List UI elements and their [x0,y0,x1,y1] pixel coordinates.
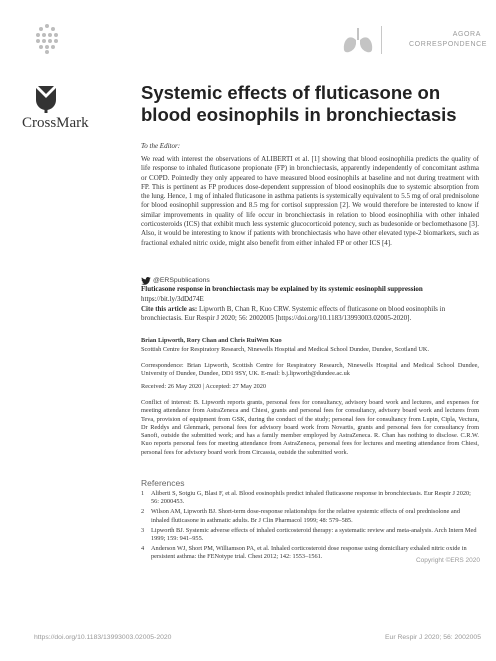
correspondence: Correspondence: Brian Lipworth, Scottish Centre for Respiratory Research, Ninewells Hospital and Medical School Dundee, University of Dundee, Dundee, DD1 9SY, UK. E-mail: b.j.lipworth@dundee.ac.uk [141,362,479,378]
tweet-block [141,276,481,304]
article-title: Systemic effects of fluticasone on blood eosinophils in bronchiectasis [141,82,457,125]
article-category [409,30,488,50]
category-line-1: AGORA [452,31,481,38]
reference-item: 3 Lipworth BJ. Systemic adverse effects of inhaled corticosteroid therapy: a systematic review and meta-analysis. Arch Intern Med 1999; 159: 941–955. [141,526,477,543]
dates: Received: 26 May 2020 | Accepted: 27 May 2020 [141,383,267,390]
tweet-link[interactable]: https://bit.ly/3dDd74E [141,294,204,303]
cite-label: Cite this article as: [141,305,198,313]
ers-logo-icon [30,22,64,56]
authors: Brian Lipworth, Rory Chan and Chris RuiWen Kuo [141,337,282,344]
affiliation: Scottish Centre for Respiratory Research, Ninewells Hospital and Medical School Dundee, Dundee, Scotland UK. [141,346,430,353]
crossmark-icon[interactable] [33,84,59,114]
conflict-of-interest: Conflict of interest: B. Lipworth reports grants, personal fees for consultancy, advisory board work and lectures, and expenses for meeting attendance from AstraZeneca and Chiesi, grants and personal fees for consultancy, advisory board work and lectures from Teva, provision of equipment from GSK, during the conduct of the study; personal fees for consultancy from Lupin, Cipla, Vectura, Dr Reddys and Glenmark, personal fees for advisory board work from Novartis, grants and personal fees for consultancy from Sanofi, outside the submitted work; and has a family member employed by AstraZeneca. R. Chan has nothing to disclose. C.R.W. Kuo reports personal fees for meeting attendance from AstraZeneca, personal fees for lectures and meeting attendance from Chiesi, personal fees for advisory board work from Circassia, outside the submitted work. [141,399,479,456]
category-line-2: CORRESPONDENCE [409,41,488,48]
references-heading: References [141,478,185,488]
reference-item: 4 Anderson WJ, Short PM, Williamson PA, et al. Inhaled corticosteroid dose response using domiciliary exhaled nitric oxide in persistent asthma: the FENotype trial. Chest 2012; 142: 1553–1561. [141,545,467,561]
footer-doi[interactable]: https://doi.org/10.1183/13993003.02005-2020 [34,634,172,641]
lungs-icon [342,28,374,54]
crossmark-label[interactable]: CrossMark [22,115,89,131]
to-editor: To the Editor: [141,142,181,150]
header-divider [381,26,382,54]
copyright: Copyright ©ERS 2020 [415,557,480,564]
tweet-body [141,285,481,304]
cite-text: Lipworth B, Chan R, Kuo CRW. Systemic effects of fluticasone on blood eosinophils in bronchiectasis. Eur Respir J 2020; 56: 2002005 [https://doi.org/10.1183/13993003.02005-2020]. [141,305,446,323]
references-list [141,490,479,564]
tweet-text: Fluticasone response in bronchiectasis may be explained by its systemic eosinophil suppression [141,285,423,294]
reference-item: 2 Wilson AM, Lipworth BJ. Short-term dose-response relationships for the relative systemic effects of oral prednisolone and inhaled fluticasone in asthmatic adults. Br J Clin Pharmacol 1999; 48: 579–585. [141,508,460,524]
tweet-handle: @ERSpublications [153,277,210,284]
footer-journal: Eur Respir J 2020; 56: 2002005 [385,634,481,641]
cite-block [141,305,481,324]
main-paragraph: We read with interest the observations of ALIBERTI et al. [1] showing that blood eosinophilia predicts the quality of life response to inhaled fluticasone propionate (FP) in bronchiectasis, apparently independently of concomitant asthma or COPD. Pointedly they only appeared to have measured blood eosinophils at baseline and not during treatment with FP. This is pertinent as FP produces dose-dependent suppression of blood eosinophils due to systemic absorption from the lung. Hence, 1 mg of inhaled fluticasone in asthma patients is systemically equivalent to 5.5 mg of oral prednisolone for blood eosinophil suppression and 8.5 mg for cortisol suppression [2]. We would therefore be interested to know if similar improvements in quality of life occur in bronchiectasis in relation to blood eosinophilia with other inhaled corticosteroids (ICS) that exhibit much less systemic glucocorticoid potency, such as budesonide or beclomethasone [3]. Also, it would be interesting to know if patients with bronchiectasis who have other elevated type-2 biomarkers, such as fractional exhaled nitric oxide, might also benefit from either inhaled FP or other ICS [4]. [141,155,479,247]
reference-item: 1 Aliberti S, Sotgiu G, Blasi F, et al. Blood eosinophils predict inhaled fluticasone response in bronchiectasis. Eur Respir J 2020; 56: 2000453. [141,490,471,506]
